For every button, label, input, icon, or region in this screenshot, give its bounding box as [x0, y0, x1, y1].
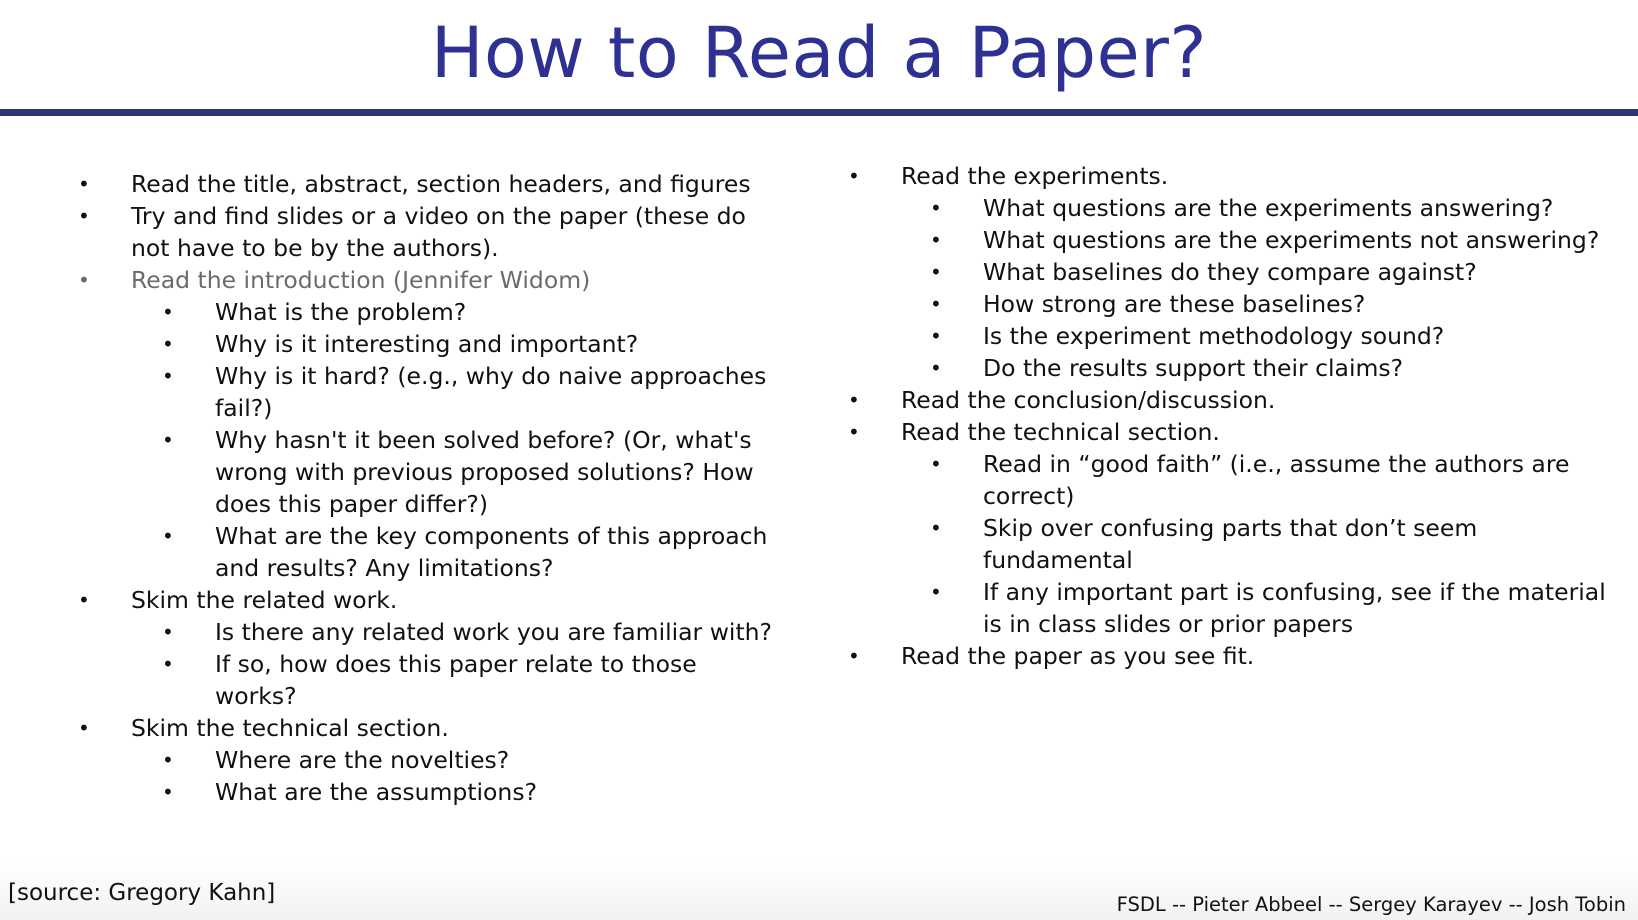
- sub-bullet-item: [78, 520, 778, 584]
- bullet-dot-icon: •: [848, 388, 860, 412]
- sub-bullet-item: [848, 352, 1628, 384]
- bullet-dot-icon: •: [930, 580, 942, 604]
- bullet-text: Skim the related work.: [131, 586, 398, 614]
- bullet-dot-icon: •: [78, 268, 90, 292]
- bullet-dot-icon: •: [78, 588, 90, 612]
- sub-bullet-item: [848, 224, 1628, 256]
- bullet-item: [848, 416, 1628, 448]
- bullet-dot-icon: •: [930, 452, 942, 476]
- bullet-dot-icon: •: [78, 716, 90, 740]
- bullet-item: [78, 168, 778, 200]
- sub-bullet-item: [78, 744, 778, 776]
- bullet-dot-icon: •: [78, 172, 90, 196]
- bullet-text: Read the title, abstract, section headers, and figures: [131, 170, 751, 198]
- sub-bullet-item: [78, 328, 778, 360]
- bullet-dot-icon: •: [162, 620, 174, 644]
- bullet-dot-icon: •: [162, 748, 174, 772]
- bullet-text: Skim the technical section.: [131, 714, 449, 742]
- bullet-item: [848, 640, 1628, 672]
- sub-bullet-item: [848, 288, 1628, 320]
- bullet-dot-icon: •: [78, 204, 90, 228]
- bullet-item: [78, 584, 778, 616]
- bullet-text: If so, how does this paper relate to those works?: [215, 650, 697, 710]
- bullet-dot-icon: •: [162, 524, 174, 548]
- bullet-text: What are the assumptions?: [215, 778, 538, 806]
- left-bullet-column: [78, 168, 778, 808]
- bullet-dot-icon: •: [930, 356, 942, 380]
- bullet-dot-icon: •: [162, 428, 174, 452]
- bullet-text: What is the problem?: [215, 298, 467, 326]
- sub-bullet-item: [848, 192, 1628, 224]
- sub-bullet-item: [848, 320, 1628, 352]
- bullet-text: Is the experiment methodology sound?: [983, 322, 1445, 350]
- bullet-dot-icon: •: [930, 260, 942, 284]
- bullet-dot-icon: •: [162, 332, 174, 356]
- sub-bullet-item: [848, 576, 1628, 640]
- bullet-item: [78, 264, 778, 296]
- bullet-dot-icon: •: [930, 196, 942, 220]
- sub-bullet-item: [848, 448, 1628, 512]
- bullet-dot-icon: •: [162, 652, 174, 676]
- bullet-item: [848, 384, 1628, 416]
- bullet-text: Read the paper as you see fit.: [901, 642, 1255, 670]
- bullet-dot-icon: •: [162, 300, 174, 324]
- bullet-text: Why hasn't it been solved before? (Or, what's wrong with previous proposed solutions? How does this paper differ?): [215, 426, 754, 518]
- bullet-dot-icon: •: [848, 164, 860, 188]
- bullet-text: Read in “good faith” (i.e., assume the authors are correct): [983, 450, 1570, 510]
- bullet-text: Is there any related work you are familiar with?: [215, 618, 773, 646]
- bullet-text: How strong are these baselines?: [983, 290, 1366, 318]
- sub-bullet-item: [848, 256, 1628, 288]
- bullet-text: Do the results support their claims?: [983, 354, 1404, 382]
- bullet-text: If any important part is confusing, see if the material is in class slides or prior papers: [983, 578, 1606, 638]
- right-bullet-column: [848, 160, 1628, 672]
- bullet-text: Read the technical section.: [901, 418, 1220, 446]
- bullet-text: What questions are the experiments answering?: [983, 194, 1554, 222]
- bullet-dot-icon: •: [162, 364, 174, 388]
- bullet-text: Where are the novelties?: [215, 746, 510, 774]
- sub-bullet-item: [78, 424, 778, 520]
- title-divider: [0, 109, 1638, 116]
- sub-bullet-item: [78, 648, 778, 712]
- bullet-text: Why is it hard? (e.g., why do naive approaches fail?): [215, 362, 767, 422]
- bullet-text: Read the experiments.: [901, 162, 1169, 190]
- bullet-dot-icon: •: [930, 292, 942, 316]
- bullet-text: Why is it interesting and important?: [215, 330, 639, 358]
- bullet-text: What baselines do they compare against?: [983, 258, 1477, 286]
- sub-bullet-item: [848, 512, 1628, 576]
- slide-title: How to Read a Paper?: [430, 12, 1208, 94]
- sub-bullet-item: [78, 776, 778, 808]
- bullet-text: Try and find slides or a video on the paper (these do not have to be by the authors).: [131, 202, 746, 262]
- sub-bullet-item: [78, 360, 778, 424]
- bullet-text: What questions are the experiments not answering?: [983, 226, 1600, 254]
- bullet-dot-icon: •: [930, 228, 942, 252]
- bullet-text: What are the key components of this approach and results? Any limitations?: [215, 522, 768, 582]
- bullet-dot-icon: •: [930, 324, 942, 348]
- bullet-item: [78, 200, 778, 264]
- bullet-text: Read the introduction (Jennifer Widom): [131, 266, 591, 294]
- sub-bullet-item: [78, 616, 778, 648]
- bullet-text: Skip over confusing parts that don’t seem fundamental: [983, 514, 1478, 574]
- bullet-dot-icon: •: [848, 420, 860, 444]
- sub-bullet-item: [78, 296, 778, 328]
- bullet-dot-icon: •: [930, 516, 942, 540]
- bullet-item: [848, 160, 1628, 192]
- source-note: [source: Gregory Kahn]: [8, 880, 276, 906]
- bullet-dot-icon: •: [848, 644, 860, 668]
- bullet-item: [78, 712, 778, 744]
- bullet-dot-icon: •: [162, 780, 174, 804]
- slide-footer: FSDL -- Pieter Abbeel -- Sergey Karayev -- Josh Tobin: [1116, 893, 1626, 916]
- bullet-text: Read the conclusion/discussion.: [901, 386, 1276, 414]
